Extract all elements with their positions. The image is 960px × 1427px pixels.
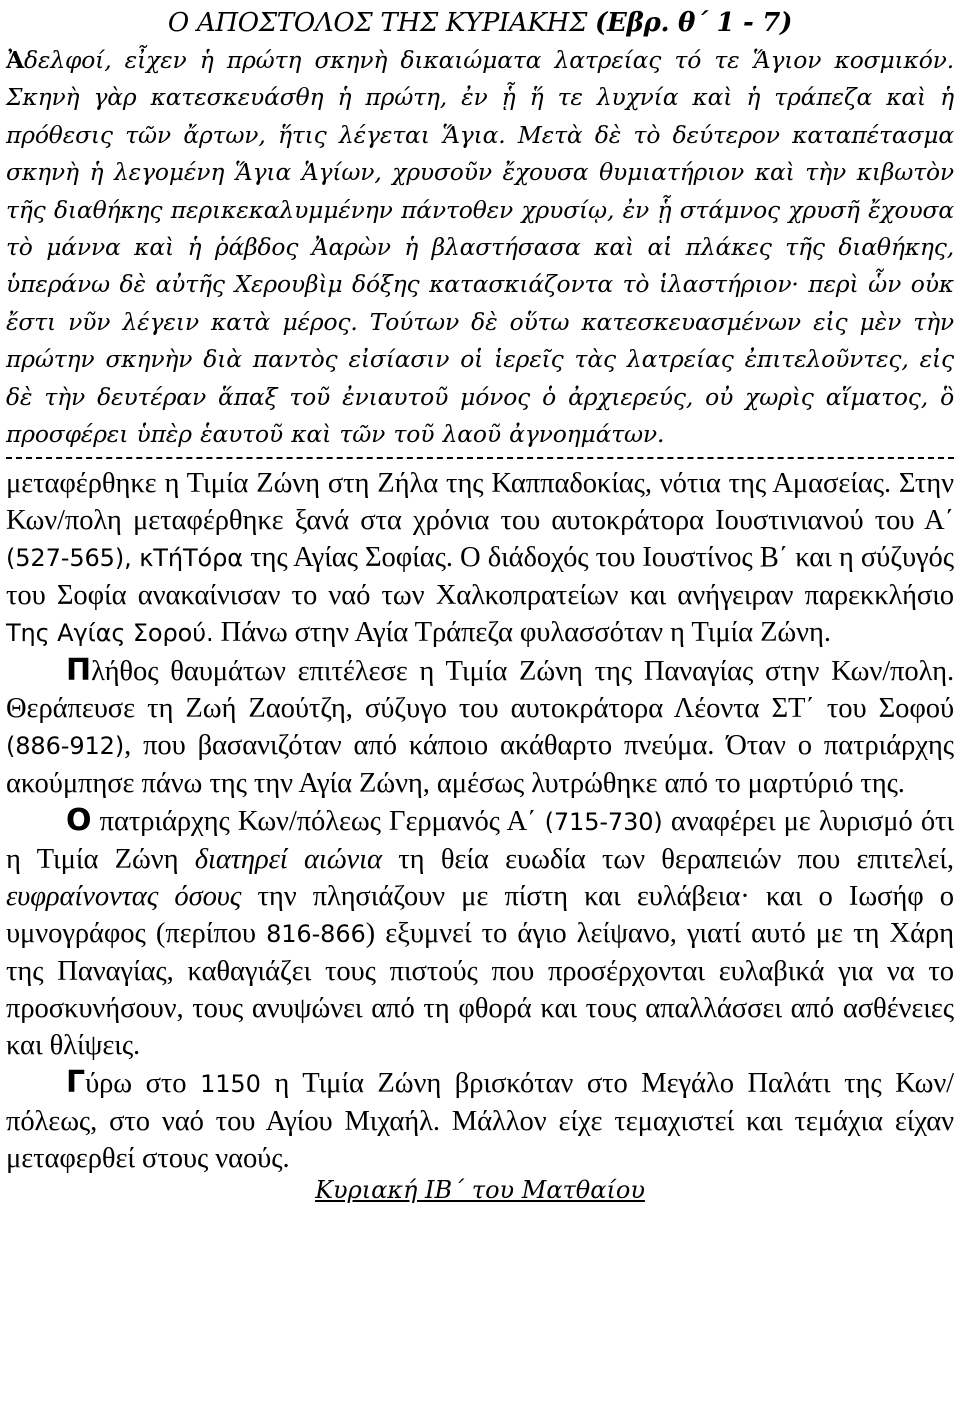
history-years: 816-866 <box>266 920 366 949</box>
history-text-span: ) εξυμνεί το άγιο λείψανο, γιατί αυτό με τη Χάρη της Παναγίας, καθαγιάζει τους πιστούς που προσέρχονται ευλαβικά για να το προσκυνήσουν, τους ανυψώνει από τη φθορά και τους απαλλάσσει από ασθένειες και θλίψεις. <box>6 918 954 1062</box>
history-paragraph-4 <box>6 1064 954 1177</box>
history-text-span: πατριάρχης Κων/πόλεως Γερμανός Α΄ <box>91 806 545 838</box>
history-glyph-span: Tή <box>153 544 183 573</box>
history-text-span: , που βασανιζόταν από κάποιο ακάθαρτο πνεύμα. Όταν ο πατριάρχης ακούμπησε πάνω της την Αγία Ζώνη, αμέσως λυτρώθηκε από το μαρτύριό της. <box>6 730 954 800</box>
history-text-span: η Τιμία Ζώνη βρισκόταν στο Μεγάλο Παλάτι της Κων/πόλεως, στο ναό του Αγίου Μιχαήλ. Μάλλον είχε τεμαχιστεί και τεμάχια είχαν μεταφερθεί στους ναούς. <box>6 1068 954 1175</box>
history-text-span: Tόρα <box>182 544 243 573</box>
history-years: 1150 <box>200 1070 261 1099</box>
history-emphasis: ευφραίνοντας όσους <box>6 881 242 913</box>
drop-cap: Π <box>66 653 92 689</box>
history-text-span: αναφέρει με λυρισμό ότι η Τιμία Ζώνη <box>6 806 955 876</box>
history-text-span: τη θεία ευωδία των θεραπειών που επιτελεί, <box>381 844 954 876</box>
history-text-span: Πάνω στην Αγία Τράπεζα φυλασσόταν η Τιμία Ζώνη. <box>213 617 831 649</box>
epistle-text <box>6 42 954 453</box>
history-text-span: ύρω στο <box>85 1068 201 1100</box>
history-paragraph-3 <box>6 802 954 1064</box>
page <box>6 0 954 1205</box>
page-footer: Κυριακή ΙΒ΄ του Ματθαίου <box>315 1176 645 1205</box>
epistle-reading <box>6 4 954 453</box>
history-years: (715-730) <box>544 808 663 837</box>
section-divider <box>6 457 954 459</box>
history-paragraph-1 <box>6 465 954 652</box>
history-text-span: λήθος θαυμάτων επιτέλεσε η Τιμία Ζώνη της Παναγίας στην Κων/πολη. Θεράπευσε τη Ζωή Ζαούτζη, σύζυγο του αυτοκράτορα Λέοντα ΣΤ΄ του Σοφού <box>6 656 954 725</box>
history-text-span: της Αγίας Σοφίας. Ο διάδοχός του Ιουστίνος Β΄ και η σύζυγός του Σοφία ανακαίνισαν το ναό των Χαλκοπρατείων και ανήγειραν παρεκκλήσιο <box>6 542 954 612</box>
history-years: (886-912) <box>6 732 125 761</box>
history-text-span: μεταφέρθηκε η Τιμία Ζώνη στη Ζήλα της Καππαδοκίας, νότια της Αμασείας. Στην Κων/πολη μεταφέρθηκε ξανά στα χρόνια του αυτοκράτορα Ιουστινιανού του Α΄ <box>6 468 954 537</box>
epistle-body: δελφοί, εἶχεν ἡ πρώτη σκηνὴ δικαιώματα λατρείας τό τε Ἅγιον κοσμικόν. Σκηνὴ γὰρ κατεσκευάσθη ἡ πρώτη, ἐν ᾗ ἥ τε λυχνία καὶ ἡ τράπεζα καὶ ἡ πρόθεσις τῶν ἄρτων, ἥτις λέγεται Ἅγια. Μετὰ δὲ τὸ δεύτερον καταπέτασμα σκηνὴ ἡ λεγομένη Ἅγια Ἁγίων, χρυσοῦν ἔχουσα θυμιατήριον καὶ τὴν κιβωτὸν τῆς διαθήκης περικεκαλυμμένην πάντοθεν χρυσίῳ, ἐν ᾗ στάμνος χρυσῆ ἔχουσα τὸ μάννα καὶ ἡ ῥάβδος Ἀαρὼν ἡ βλαστήσασα καὶ αἱ πλάκες τῆς διαθήκης, ὑπεράνω δὲ αὐτῆς Χερουβὶμ δόξης κατασκιάζοντα τὸ ἱλαστήριον· περὶ ὧν οὐκ ἔστι νῦν λέγειν κατὰ μέρος. Τούτων δὲ οὕτω κατεσκευασμένων εἰς μὲν τὴν πρώτην σκηνὴν διὰ παντὸς εἰσίασιν οἱ ἱερεῖς τὰς λατρείας ἐπιτελοῦντες, εἰς δὲ τὴν δευτέραν ἅπαξ τοῦ ἐνιαυτοῦ μόνος ὁ ἀρχιερεύς, οὐ χωρὶς αἵματος, ὃ προσφέρει ὑπὲρ ἑαυτοῦ καὶ τῶν τοῦ λαοῦ ἀγνοημάτων. <box>6 46 954 449</box>
epistle-title-text: Ο ΑΠΟΣΤΟΛΟΣ ΤΗΣ ΚΥΡΙΑΚΗΣ <box>167 8 596 38</box>
history-text-span: την πλησιάζουν με πίστη και ευλάβεια· και ο Ιωσήφ ο υμνογράφος (περίπου <box>6 881 954 950</box>
history-text-span: Tης Aγίας Σορού. <box>6 619 214 648</box>
history-text <box>6 465 954 1177</box>
history-paragraph-2 <box>6 652 954 802</box>
history-years: (527-565), κ <box>6 544 154 573</box>
history-emphasis: διατηρεί αιώνια <box>194 844 382 876</box>
epistle-initial: Ἀ <box>6 46 24 74</box>
epistle-reference: (Εβρ. θ΄ 1 - 7) <box>595 8 793 38</box>
drop-cap: Γ <box>66 1065 86 1101</box>
epistle-title <box>6 4 954 42</box>
drop-cap: Ο <box>66 803 92 839</box>
